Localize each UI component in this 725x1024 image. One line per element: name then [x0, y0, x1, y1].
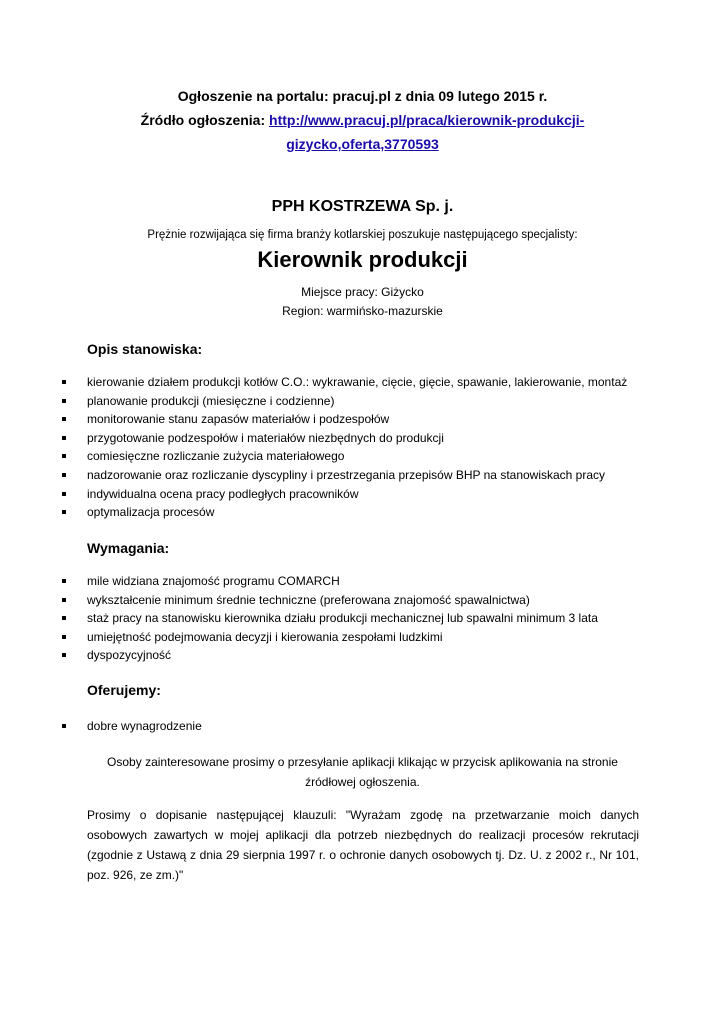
application-note: Osoby zainteresowane prosimy o przesyłanie aplikacji klikając w przycisk aplikowania na stronie źródłowej ogłoszenia.: [107, 755, 618, 789]
list-item: [62, 485, 662, 504]
intro-text: Prężnie rozwijająca się firma branży kotlarskiej poszukuje następującego specjalisty:: [147, 229, 578, 241]
section-title-wymagania: Wymagania:: [87, 540, 170, 556]
list-item: [62, 572, 662, 591]
section-title-opis: Opis stanowiska:: [87, 341, 203, 357]
list-item-text: indywidualna ocena pracy podległych pracowników: [87, 486, 359, 501]
work-region: Region: warmińsko-mazurskie: [282, 304, 443, 318]
work-location: Miejsce pracy: Giżycko: [301, 285, 424, 299]
section-title-oferujemy: Oferujemy:: [87, 682, 161, 698]
list-item: [62, 646, 662, 665]
list-item-text: mile widziana znajomość programu COMARCH: [87, 574, 340, 588]
source-link-part1[interactable]: http://www.pracuj.pl/praca/kierownik-produkcji-: [269, 112, 585, 128]
list-item-text: monitorowanie stanu zapasów materiałów i podzespołów: [87, 412, 390, 427]
list-item-text: przygotowanie podzespołów i materiałów niezbędnych do produkcji: [87, 430, 444, 445]
list-item-text: umiejętność podejmowania decyzji i kierowania zespołami ludzkimi: [87, 629, 443, 644]
job-title: Kierownik produkcji: [257, 247, 468, 272]
gdpr-clause: Prosimy o dopisanie następującej klauzuli: "Wyrażam zgodę na przetwarzanie moich danych osobowych zawartych w mojej aplikacji dla potrzeb niezbędnych do realizacji procesów rekrutacji (zgodnie z Ustawą z dnia 29 sierpnia 1997 r. o ochronie danych osobowych tj. Dz. U. z 2002 r., Nr 101, poz. 926, ze zm.)": [87, 808, 639, 882]
list-item-text: kierowanie działem produkcji kotłów C.O.: wykrawanie, cięcie, gięcie, spawanie, lakierowanie, montaż: [87, 375, 628, 389]
list-item: [62, 392, 662, 411]
list-item-text: comiesięczne rozliczanie zużycia materiałowego: [87, 449, 345, 464]
bullet-icon: [62, 380, 66, 384]
bullet-icon: [62, 492, 66, 496]
list-item: [62, 447, 662, 466]
posting-date-line: Ogłoszenie na portalu: pracuj.pl z dnia 09 lutego 2015 r.: [177, 88, 548, 104]
list-item: [62, 503, 662, 522]
bullet-icon: [62, 454, 66, 458]
wymagania-list: [62, 572, 662, 665]
list-item-text: nadzorowanie oraz rozliczanie dyscypliny i przestrzegania przepisów BHP na stanowiskach pracy: [87, 467, 606, 482]
list-item: [62, 410, 662, 429]
bullet-icon: [62, 635, 66, 639]
list-item: [62, 609, 662, 628]
list-item-text: wykształcenie minimum średnie techniczne (preferowana znajomość spawalnictwa): [87, 592, 530, 607]
list-item: [62, 717, 662, 736]
bullet-icon: [62, 598, 66, 602]
list-item-text: optymalizacja procesów: [87, 505, 215, 520]
list-item-text: staż pracy na stanowisku kierownika działu produkcji mechanicznej lub spawalni minimum 3 lata: [87, 611, 598, 626]
oferujemy-list: [62, 717, 662, 736]
bullet-icon: [62, 616, 66, 620]
bullet-icon: [62, 399, 66, 403]
bullet-icon: [62, 473, 66, 477]
list-item-text: dyspozycyjność: [87, 648, 172, 663]
list-item: [62, 466, 662, 485]
bullet-icon: [62, 417, 66, 421]
company-name: PPH KOSTRZEWA Sp. j.: [271, 198, 454, 215]
list-item: [62, 628, 662, 647]
list-item: [62, 429, 662, 448]
bullet-icon: [62, 724, 66, 728]
list-item-text: planowanie produkcji (miesięczne i codzienne): [87, 393, 335, 408]
list-item: [62, 591, 662, 610]
opis-list: [62, 373, 662, 522]
bullet-icon: [62, 436, 66, 440]
bullet-icon: [62, 579, 66, 583]
source-line: [0, 110, 725, 130]
bullet-icon: [62, 510, 66, 514]
source-label: Źródło ogłoszenia:: [140, 112, 270, 128]
source-link-part2[interactable]: gizycko,oferta,3770593: [286, 136, 439, 152]
source-line-continued: [0, 134, 725, 154]
list-item: [62, 373, 662, 392]
bullet-icon: [62, 653, 66, 657]
list-item-text: dobre wynagrodzenie: [87, 719, 202, 733]
